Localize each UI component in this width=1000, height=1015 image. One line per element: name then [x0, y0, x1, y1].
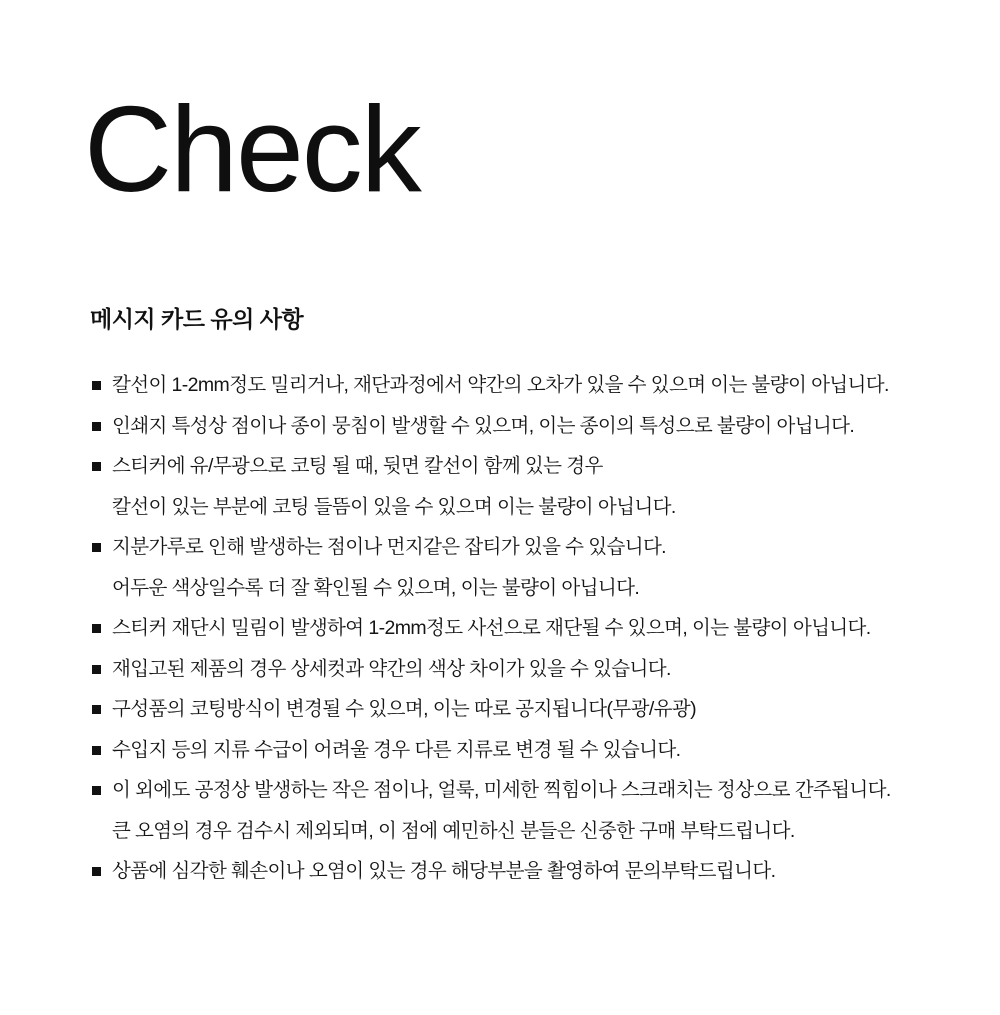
square-bullet-icon	[92, 705, 101, 714]
notice-text: 칼선이 1-2mm정도 밀리거나, 재단과정에서 약간의 오차가 있을 수 있으며 이는 불량이 아닙니다.	[112, 374, 889, 396]
square-bullet-icon	[92, 746, 101, 755]
square-bullet-icon	[92, 543, 101, 552]
square-bullet-icon	[92, 867, 101, 876]
notice-text: 재입고된 제품의 경우 상세컷과 약간의 색상 차이가 있을 수 있습니다.	[112, 657, 671, 680]
notice-text: 구성품의 코팅방식이 변경될 수 있으며, 이는 따로 공지됩니다(무광/유광)	[112, 698, 697, 720]
notice-text: 칼선이 있는 부분에 코팅 들뜸이 있을 수 있으며 이는 불량이 아닙니다.	[112, 495, 676, 518]
notice-text: 수입지 등의 지류 수급이 어려울 경우 다른 지류로 변경 될 수 있습니다.	[112, 738, 681, 761]
notice-line	[92, 608, 972, 649]
notice-line	[92, 649, 972, 690]
notice-line	[92, 487, 972, 528]
notice-line	[92, 689, 972, 730]
notice-line	[92, 851, 972, 892]
notice-line	[92, 730, 972, 771]
notice-line	[92, 568, 972, 609]
notice-line	[92, 406, 972, 447]
square-bullet-icon	[92, 786, 101, 795]
notice-text: 스티커에 유/무광으로 코팅 될 때, 뒷면 칼선이 함께 있는 경우	[112, 455, 603, 477]
section-heading: 메시지 카드 유의 사항	[90, 306, 304, 332]
notice-text: 상품에 심각한 훼손이나 오염이 있는 경우 해당부분을 촬영하여 문의부탁드립니다.	[112, 860, 776, 882]
notice-line	[92, 365, 972, 406]
notice-text: 어두운 색상일수록 더 잘 확인될 수 있으며, 이는 불량이 아닙니다.	[112, 576, 640, 599]
notice-text: 지분가루로 인해 발생하는 점이나 먼지같은 잡티가 있을 수 있습니다.	[112, 536, 666, 558]
notice-text: 인쇄지 특성상 점이나 종이 뭉침이 발생할 수 있으며, 이는 종이의 특성으로 불량이 아닙니다.	[112, 414, 855, 437]
notice-text: 이 외에도 공정상 발생하는 작은 점이나, 얼룩, 미세한 찍힘이나 스크래치는 정상으로 간주됩니다.	[112, 779, 891, 801]
square-bullet-icon	[92, 381, 101, 390]
notice-line	[92, 770, 972, 811]
notice-text: 스티커 재단시 밀림이 발생하여 1-2mm정도 사선으로 재단될 수 있으며, 이는 불량이 아닙니다.	[112, 617, 871, 639]
notice-list	[92, 365, 972, 892]
notice-text: 큰 오염의 경우 검수시 제외되며, 이 점에 예민하신 분들은 신중한 구매 부탁드립니다.	[112, 819, 795, 842]
square-bullet-icon	[92, 422, 101, 431]
square-bullet-icon	[92, 624, 101, 633]
square-bullet-icon	[92, 665, 101, 674]
notice-line	[92, 811, 972, 852]
notice-line	[92, 446, 972, 487]
square-bullet-icon	[92, 462, 101, 471]
notice-line	[92, 527, 972, 568]
page-title: Check	[84, 81, 420, 217]
